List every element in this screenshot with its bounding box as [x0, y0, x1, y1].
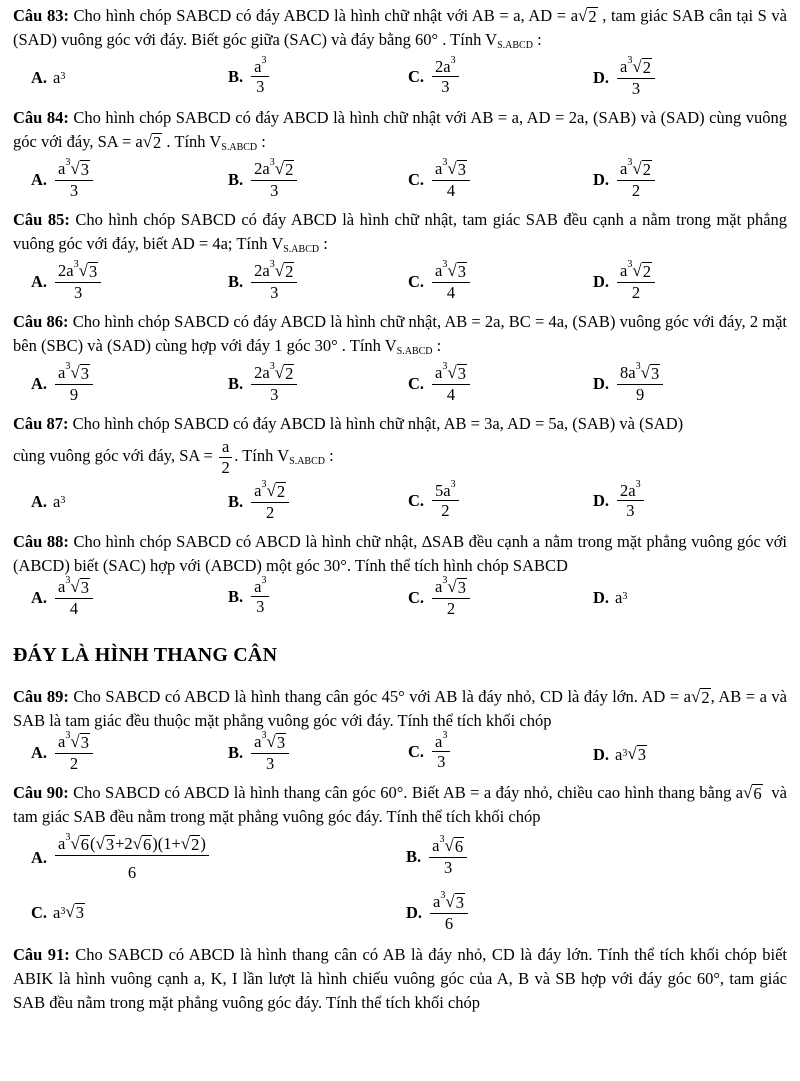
option-c[interactable]: C. $a^3$ √ 3 4: [408, 364, 472, 403]
question-83-options: [13, 55, 787, 106]
option-d[interactable]: D. $\frac{2a^3}{3}$: [593, 482, 646, 520]
option-a[interactable]: A. $2a^3$ √ 3 3: [31, 262, 103, 301]
option-c[interactable]: C. $\frac{a^3}{3}$: [408, 733, 452, 771]
option-a[interactable]: A. $a^3$ √ 3 3: [31, 160, 95, 199]
option-d[interactable]: D. $a^3$ √ 2 2: [593, 262, 657, 301]
question-85: Câu 85: Cho hình chóp SABCD có đáy ABCD là hình chữ nhật, tam giác SAB đều cạnh a nằm trong mặt phẳng vuông góc với đáy, biết AD = 4a; Tính VS.ABCD :: [13, 210, 788, 255]
option-c[interactable]: C. $a^3$ √ 3 2: [408, 578, 472, 617]
option-d[interactable]: D. a $^3$ √ 3: [593, 744, 646, 765]
option-c[interactable]: C. $\frac{5a^3}{2}$: [408, 482, 461, 520]
option-a[interactable]: A. $a^3$ √ 6 ( √ 3 +2 √ 6 )(1+ √ 2 ) 6: [31, 835, 211, 881]
option-a[interactable]: A. $a^3$ √ 3 4: [31, 578, 95, 617]
option-d[interactable]: D. $a^3$ √ 2 3: [593, 58, 657, 97]
option-b[interactable]: B. $2a^3$ √ 2 3: [228, 160, 299, 199]
question-90-options-row1: [13, 829, 787, 889]
question-83-text: Cho hình chóp SABCD có đáy ABCD là hình chữ nhật với AB = a, AD = a √ 2 , tam giác SAB cân tại S và (SAD) vuông góc với đáy. Biết góc giữa (SAC) và đáy bằng 60° . Tính VS.ABCD :: [13, 6, 787, 51]
option-b[interactable]: B. $2a^3$ √ 2 3: [228, 364, 299, 403]
question-87: Câu 87: Cho hình chóp SABCD có đáy ABCD là hình chữ nhật, AB = 3a, AD = 5a, (SAB) và (SAD): [13, 414, 684, 433]
option-b[interactable]: B. $2a^3$ √ 2 3: [228, 262, 299, 301]
question-84-text: Cho hình chóp SABCD có đáy ABCD là hình chữ nhật với AB = a, AD = 2a, (SAB) và (SAD) cùng vuông góc với đáy, SA = a √ 2 . Tính VS.ABCD :: [13, 108, 787, 153]
question-85-options: [13, 259, 787, 310]
question-88-options: [13, 575, 787, 626]
question-91: Câu 91: Cho SABCD có ABCD là hình thang cân có AB là đáy nhỏ, CD là đáy lớn. Tính thể tích khối chóp biết ABIK là hình vuông cạnh a, K, I lần lượt là hình chiếu vuông góc của A, B và SB hợp với đáy góc 60°, tam giác SAB đều nằm trong mặt phẳng vuông góc đáy. Tính thể tích khối chóp: [13, 945, 787, 1012]
option-b[interactable]: B. $a^3$ √ 3 3: [228, 733, 291, 772]
question-87-options: [13, 479, 787, 530]
option-a[interactable]: A. a $^3$: [31, 68, 66, 87]
option-a[interactable]: A. a $^3$: [31, 492, 66, 511]
question-84-options: [13, 157, 787, 208]
option-d[interactable]: D. $8a^3$ √ 3 9: [593, 364, 665, 403]
question-88: Câu 88: Cho hình chóp SABCD có ABCD là hình chữ nhật, ∆SAB đều cạnh a nằm trong mặt phẳng vuông góc với (ABCD) biết (SAC) hợp với (ABCD) một góc 30°. Tính thể tích hình chóp SABCD: [13, 532, 787, 575]
question-89: Câu 89: Cho SABCD có ABCD là hình thang cân góc 45° với AB là đáy nhỏ, CD là đáy lớn. AD = a √ 2 , AB = a và SAB là tam giác đều thuộc mặt phẳng vuông góc với đáy. Tính thể tích khối chóp: [13, 687, 787, 730]
question-89-options: [13, 730, 787, 781]
question-87-line2: cùng vuông góc với đáy, SA = $\frac{a}{2}$ . Tính VS.ABCD :: [13, 437, 334, 477]
option-b[interactable]: B. $\frac{a^3}{3}$: [228, 58, 271, 96]
question-label: Câu 83:: [13, 6, 69, 25]
option-c[interactable]: C. $\frac{2a^3}{3}$: [408, 58, 461, 96]
question-84: Câu 84: Cho hình chóp SABCD có đáy ABCD là hình chữ nhật với AB = a, AD = 2a, (SAB) và (SAD) cùng vuông góc với đáy, SA = a √ 2 . Tính VS.ABCD :: [13, 108, 787, 153]
question-86-text: Cho hình chóp SABCD có đáy ABCD là hình chữ nhật, AB = 2a, BC = 4a, (SAB) vuông góc với đáy, 2 mặt bên (SBC) và (SAD) cùng hợp với đáy 1 góc 30° . Tính VS.ABCD :: [13, 312, 788, 357]
option-c[interactable]: C. $a^3$ √ 3 4: [408, 262, 472, 301]
question-90-options-row2: [13, 889, 787, 943]
option-b[interactable]: B. $a^3$ √ 6 3: [406, 837, 469, 876]
question-90: Câu 90: Cho SABCD có ABCD là hình thang cân góc 60°. Biết AB = a đáy nhỏ, chiều cao hình thang bằng a √ 6 và tam giác SAB đều nằm trong mặt phẳng vuông góc đáy. Tính thể tích khối chóp: [13, 783, 787, 826]
option-a[interactable]: A. $a^3$ √ 3 9: [31, 364, 95, 403]
option-c[interactable]: C. $a^3$ √ 3 4: [408, 160, 472, 199]
question-86-options: [13, 361, 787, 412]
option-d[interactable]: D. $a^3$ √ 2 2: [593, 160, 657, 199]
question-86: Câu 86: Cho hình chóp SABCD có đáy ABCD là hình chữ nhật, AB = 2a, BC = 4a, (SAB) vuông góc với đáy, 2 mặt bên (SBC) và (SAD) cùng hợp với đáy 1 góc 30° . Tính VS.ABCD :: [13, 312, 788, 357]
option-d[interactable]: D. a $^3$: [593, 588, 628, 607]
option-b[interactable]: B. $\frac{a^3}{3}$: [228, 578, 271, 616]
question-83: [13, 4, 787, 58]
option-b[interactable]: B. $a^3$ √ 2 2: [228, 482, 291, 521]
option-d[interactable]: D. $a^3$ √ 3 6: [406, 893, 470, 932]
section-heading: ĐÁY LÀ HÌNH THANG CÂN: [13, 644, 278, 666]
option-a[interactable]: A. $a^3$ √ 3 2: [31, 733, 95, 772]
option-c[interactable]: C. a $^3$ √ 3: [31, 902, 84, 923]
question-85-text: Cho hình chóp SABCD có đáy ABCD là hình chữ nhật, tam giác SAB đều cạnh a nằm trong mặt phẳng vuông góc với đáy, biết AD = 4a; Tính VS.ABCD :: [13, 210, 788, 255]
